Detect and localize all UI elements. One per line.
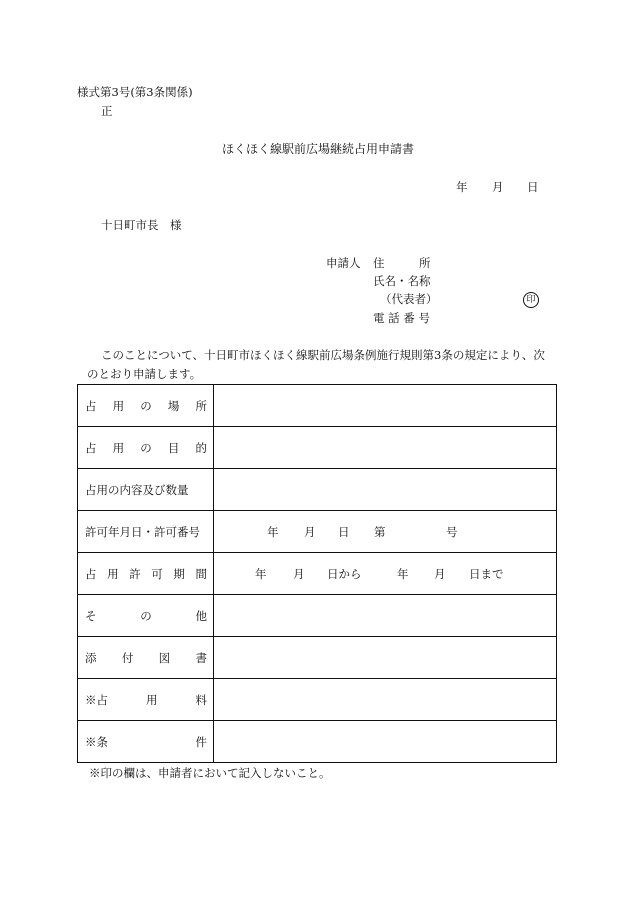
applicant-phone-label: 電 話 番 号 xyxy=(373,311,430,325)
row-label xyxy=(78,427,214,469)
body-text-line-1: このことについて、十日町市ほくほく線駅前広場条例施行規則第3条の規定により、次 xyxy=(101,348,545,362)
row-label-text: 用 xyxy=(107,566,119,581)
row-label xyxy=(78,553,214,595)
application-table xyxy=(77,384,557,763)
row-label-text: 場 xyxy=(167,398,180,413)
row-label-text: ※占 xyxy=(85,692,108,707)
table-row-occupancy-content xyxy=(78,469,557,511)
table-row-other xyxy=(78,595,557,637)
row-label-text: の xyxy=(140,608,152,623)
row-value-field[interactable] xyxy=(214,385,557,427)
row-label-text: 占 xyxy=(85,398,97,413)
document-title: ほくほく線駅前広場継続占用申請書 xyxy=(222,142,415,156)
row-label xyxy=(78,469,214,511)
seal-mark: 印 xyxy=(523,292,539,308)
row-label-text: 付 xyxy=(121,650,134,665)
row-label-text: 占 xyxy=(85,440,97,455)
applicant-label: 申請人 xyxy=(326,256,361,270)
row-label-text: そ xyxy=(85,608,97,623)
row-label-text: 料 xyxy=(195,692,207,707)
row-value-field[interactable] xyxy=(214,427,557,469)
table-row-occupancy-fee xyxy=(78,679,557,721)
row-value-field[interactable] xyxy=(214,511,557,553)
applicant-representative-label: （代表者） xyxy=(380,292,438,306)
copy-mark: 正 xyxy=(101,104,113,118)
row-label xyxy=(78,679,214,721)
row-label-text: 所 xyxy=(195,398,207,413)
row-value-field[interactable] xyxy=(214,637,557,679)
row-value-field[interactable] xyxy=(214,469,557,511)
row-label-text: 可 xyxy=(151,566,163,581)
row-label-text: の xyxy=(140,398,152,413)
applicant-name-label: 氏名・名称 xyxy=(373,274,431,288)
row-label-text: 許 xyxy=(129,566,141,581)
row-label xyxy=(78,595,214,637)
row-label xyxy=(78,721,214,763)
table-row-occupancy-location xyxy=(78,385,557,427)
row-label-text: 占 xyxy=(85,566,97,581)
row-value-field[interactable] xyxy=(214,595,557,637)
row-label-text: 件 xyxy=(195,734,207,749)
row-value-text: 日から xyxy=(327,566,362,581)
row-label xyxy=(78,637,214,679)
row-label-text: 許可年月日・許可番号 xyxy=(85,524,200,539)
row-value-text: 第 xyxy=(374,524,386,539)
table-row-permit-date-number xyxy=(78,511,557,553)
row-label xyxy=(78,385,214,427)
applicant-address-label: 住 所 xyxy=(373,256,431,270)
row-value-text: 年 xyxy=(267,524,279,539)
row-label-text: ※条 xyxy=(85,734,108,749)
form-number: 様式第3号(第3条関係) xyxy=(77,85,193,99)
date-year: 年 xyxy=(456,180,468,194)
row-label-text: 添 xyxy=(85,650,97,665)
row-label-text: 目 xyxy=(167,440,180,455)
row-value-text: 年 xyxy=(397,566,409,581)
row-label-text: の xyxy=(140,440,152,455)
row-value-field[interactable] xyxy=(214,553,557,595)
row-value-text: 日 xyxy=(338,524,350,539)
addressee: 十日町市長 様 xyxy=(101,218,182,232)
row-label-text: 期 xyxy=(173,566,185,581)
row-value-text: 号 xyxy=(446,524,458,539)
row-label-text: 用 xyxy=(112,398,125,413)
row-label xyxy=(78,511,214,553)
row-value-text: 年 xyxy=(255,566,267,581)
row-label-text: 間 xyxy=(195,566,207,581)
row-label-text: 的 xyxy=(195,440,207,455)
row-label-text: 用 xyxy=(112,440,125,455)
row-label-text: 書 xyxy=(195,650,207,665)
row-label-text: 占用の内容及び数量 xyxy=(85,482,189,497)
row-value-text: 月 xyxy=(304,524,316,539)
row-value-text: 月 xyxy=(434,566,446,581)
date-day: 日 xyxy=(527,180,539,194)
row-value-field[interactable] xyxy=(214,679,557,721)
row-value-text: 月 xyxy=(293,566,305,581)
row-label-text: 用 xyxy=(146,692,158,707)
footnote: ※印の欄は、申請者において記入しないこと。 xyxy=(89,766,331,780)
body-text-line-2: のとおり申請します。 xyxy=(87,367,202,381)
table-row-conditions xyxy=(78,721,557,763)
row-value-field[interactable] xyxy=(214,721,557,763)
row-value-text: 日まで xyxy=(469,566,504,581)
table-row-permit-period xyxy=(78,553,557,595)
row-label-text: 図 xyxy=(158,650,171,665)
date-month: 月 xyxy=(492,180,504,194)
row-label-text: 他 xyxy=(195,608,207,623)
table-row-attached-drawings xyxy=(78,637,557,679)
table-row-occupancy-purpose xyxy=(78,427,557,469)
